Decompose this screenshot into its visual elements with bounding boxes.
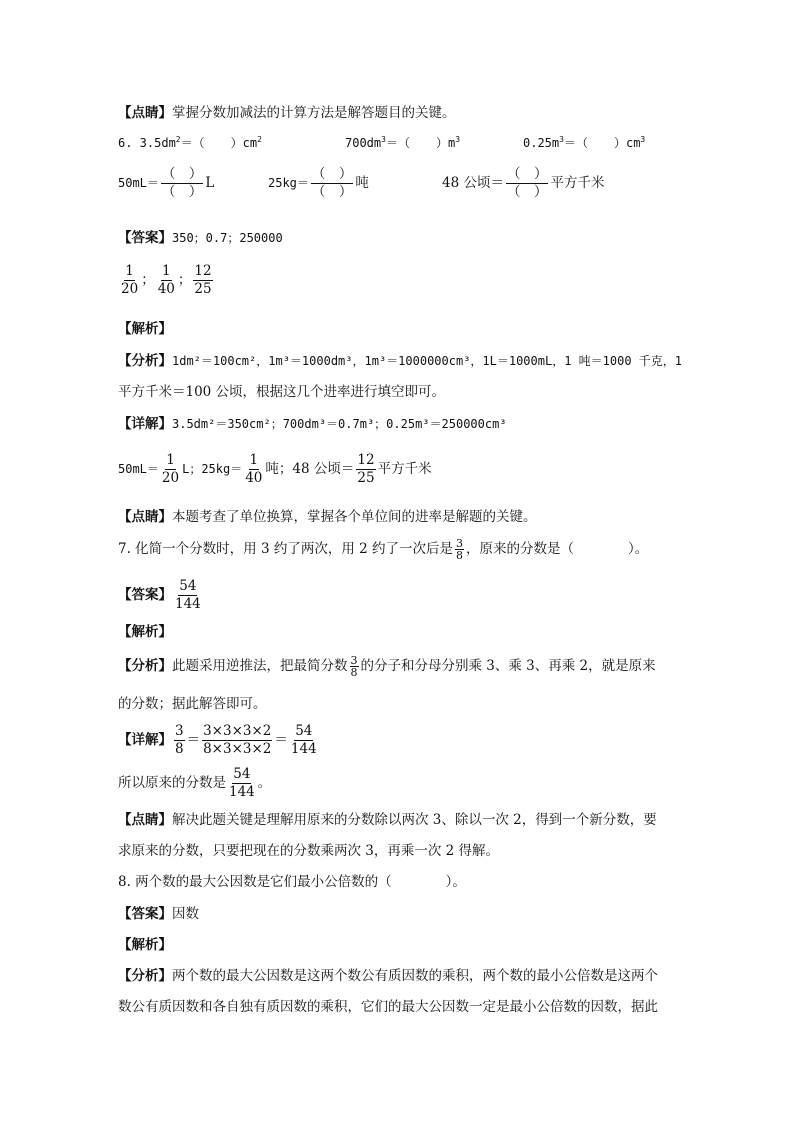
q6-ans-f2-den: 40 — [157, 281, 175, 297]
q6-fenxi-line1 — [118, 351, 682, 371]
q6-x2-a: 50mL＝ — [118, 462, 159, 476]
q6-item-4 — [118, 166, 214, 201]
q6-b2-den: （ ） — [311, 184, 353, 200]
tag-dianjing: 【点睛】 — [118, 509, 172, 525]
q6-dianjing — [118, 507, 537, 527]
tag-fenxi: 【分析】 — [118, 968, 172, 984]
q6-x2-frac-1 — [161, 452, 180, 487]
tag-dianjing: 【点睛】 — [118, 105, 172, 121]
q6-item-6 — [442, 166, 604, 201]
q6-a3-eq: ＝（ — [563, 136, 588, 150]
q7-x-frac-3 — [290, 723, 318, 758]
q6-b2-pre: 25kg＝ — [268, 176, 309, 190]
sep: ； — [141, 272, 155, 288]
q8-fenxi-line2: 数公有质因数和各自独有质因数的乘积，它们的最大公因数一定是最小公倍数的因数，据此 — [118, 999, 658, 1015]
q6-b3-pre: 48 公顷＝ — [442, 175, 504, 191]
q6-b3-fraction[interactable] — [506, 166, 549, 201]
q6-b3-unit: 平方千米 — [550, 175, 605, 191]
q7-fenxi-fraction — [350, 655, 359, 678]
q6-x2-f1-den: 20 — [161, 470, 180, 486]
q6-ans-frac-3 — [193, 263, 212, 298]
q6-a2-pre: 700dm — [345, 136, 382, 150]
q6-a2-eq: ＝（ — [385, 136, 410, 150]
q7-x-f1-num: 3 — [175, 723, 184, 739]
q7-suoyi-fraction — [228, 766, 256, 801]
q6-x2-f3-num: 12 — [357, 452, 375, 468]
sep: ； — [177, 272, 192, 288]
q7-ans-den: 144 — [175, 596, 201, 612]
q6-item-5 — [268, 166, 369, 201]
q6-b1-num: （ ） — [161, 166, 203, 182]
tag-answer: 【答案】 — [118, 587, 172, 603]
tag-fenxi: 【分析】 — [118, 353, 172, 369]
q6-x2-d: 平方千米 — [377, 461, 432, 477]
q6-dianjing-text: 本题考查了单位换算，掌握各个单位间的进率是解题的关键。 — [172, 509, 537, 525]
q6-item-3 — [523, 134, 645, 151]
q7-dianjing-line2: 求原来的分数，只要把现在的分数乘两次 3，再乘一次 2 得解。 — [118, 843, 500, 859]
q7-fenxi-line2: 的分数；据此解答即可。 — [118, 696, 267, 712]
q7-stem-f-den: 8 — [456, 549, 464, 562]
q7-fenxi-f-num: 3 — [350, 654, 358, 667]
q6-answer-fractions — [118, 263, 215, 298]
q7-x-f3-num: 54 — [295, 723, 313, 739]
q7-suoyi-num: 54 — [233, 766, 251, 782]
dianjing-text: 掌握分数加减法的计算方法是解答题目的关键。 — [172, 105, 456, 121]
q6-ans-f3-num: 12 — [194, 263, 212, 279]
q6-x2-frac-2 — [244, 452, 263, 487]
q6-item-1 — [118, 134, 262, 151]
q6-b2-unit: 吨 — [355, 175, 369, 191]
q7-answer — [118, 578, 204, 613]
q6-x2-b: L；25kg＝ — [182, 462, 243, 476]
q7-stem-fraction — [455, 538, 464, 561]
q6-answer-text: 350；0.7；250000 — [172, 231, 283, 245]
q6-b3-den: （ ） — [506, 184, 548, 200]
q6-b1-den: （ ） — [161, 184, 203, 200]
q6-a1-unit-sup: 2 — [257, 135, 262, 144]
q6-x2-c: 吨；48 公顷＝ — [265, 461, 355, 477]
q7-fenxi-a: 此题采用逆推法，把最简分数 — [172, 658, 348, 674]
q6-xiangjie-line2 — [118, 452, 432, 487]
q7-suoyi — [118, 766, 271, 801]
tag-answer: 【答案】 — [118, 230, 172, 246]
q7-x-f1-den: 8 — [175, 741, 184, 757]
q7-suoyi-a: 所以原来的分数是 — [118, 775, 226, 791]
q6-a2-unit-sup: 3 — [455, 135, 461, 144]
q6-jiexi: 【解析】 — [118, 321, 172, 337]
q6-x2-f1-num: 1 — [166, 452, 175, 468]
q7-x-frac-1 — [174, 723, 185, 758]
q7-fenxi-f-den: 8 — [350, 666, 358, 679]
q7-answer-fraction — [174, 578, 202, 613]
q6-a1-sup: 2 — [175, 135, 181, 144]
tag-fenxi: 【分析】 — [118, 658, 172, 674]
q6-b1-pre: 50mL＝ — [118, 176, 159, 190]
tag-answer: 【答案】 — [118, 906, 172, 922]
q7-fenxi-b: 的分子和分母分别乘 3、乘 3、再乘 2，就是原来 — [360, 658, 656, 674]
q6-a3-sup: 3 — [559, 135, 564, 144]
q6-a1-eq: ＝（ — [180, 136, 205, 150]
q6-fenxi-text1: 1dm²＝100cm²，1m³＝1000dm³，1m³＝1000000cm³，1L＝1000mL，1 吨＝1000 千克，1 — [172, 354, 683, 368]
q7-x-f3-den: 144 — [290, 741, 317, 757]
tag-xiangjie: 【详解】 — [118, 732, 172, 748]
q7-eq1: ＝ — [186, 732, 201, 748]
q8-answer-text: 因数 — [172, 906, 199, 922]
q6-b3-num: （ ） — [506, 166, 548, 182]
q6-b1-unit: L — [205, 175, 215, 191]
q7-suoyi-den: 144 — [229, 784, 255, 800]
q6-a3-unit-sup: 3 — [640, 135, 646, 144]
q6-item-2 — [345, 134, 460, 151]
q8-fenxi-line1 — [118, 966, 658, 986]
q6-x2-f3-den: 25 — [357, 470, 375, 486]
tag-dianjing: 【点睛】 — [118, 812, 172, 828]
q6-x2-frac-3 — [356, 452, 375, 487]
q6-x2-f2-den: 40 — [245, 470, 263, 486]
q6-a3-close: ）cm — [613, 136, 641, 150]
dianjing-p1 — [118, 103, 456, 123]
q6-xiangjie-text1: 3.5dm²＝350cm²；700dm³＝0.7m³；0.25m³＝250000cm³ — [172, 417, 507, 431]
q6-ans-frac-1 — [120, 263, 139, 298]
q6-fenxi-line2: 平方千米＝100 公顷，根据这几个进率进行填空即可。 — [118, 384, 446, 400]
q6-a1-close: ）cm — [230, 136, 258, 150]
q6-ans-frac-2 — [157, 263, 176, 298]
q8-jiexi: 【解析】 — [118, 937, 172, 953]
q6-ans-f1-den: 20 — [121, 281, 139, 297]
q6-a1-pre: 6. 3.5dm — [118, 136, 176, 150]
q7-suoyi-b: 。 — [257, 775, 272, 791]
q6-answer — [118, 228, 283, 248]
q8-fenxi-text1: 两个数的最大公因数是这两个数公有质因数的乘积，两个数的最小公倍数是这两个 — [172, 968, 658, 984]
q6-ans-f2-num: 1 — [161, 263, 171, 279]
q7-dianjing-line1 — [118, 810, 657, 830]
q6-b1-fraction[interactable] — [161, 166, 204, 201]
q6-ans-f1-num: 1 — [125, 263, 134, 279]
q7-jiexi: 【解析】 — [118, 624, 172, 640]
q6-a2-close: ）m — [435, 136, 456, 150]
q7-eq2: ＝ — [274, 732, 288, 748]
q7-stem-f-num: 3 — [456, 537, 464, 550]
q8-answer — [118, 904, 199, 924]
q6-b2-fraction[interactable] — [311, 166, 354, 201]
q7-x-f2-den: 8×3×3×2 — [203, 741, 272, 757]
q6-ans-f3-den: 25 — [194, 281, 212, 297]
q7-stem — [118, 537, 648, 561]
q7-stem-a: 7. 化简一个分数时，用 3 约了两次，用 2 约了一次后是 — [118, 541, 454, 557]
q7-dianjing-text1: 解决此题关键是理解用原来的分数除以两次 3、除以一次 2，得到一个新分数，要 — [172, 812, 657, 828]
q7-fenxi-line1 — [118, 654, 656, 678]
q6-a3-pre: 0.25m — [523, 136, 560, 150]
q7-ans-num: 54 — [179, 578, 197, 594]
q8-stem: 8. 两个数的最大公因数是它们最小公倍数的（ ）。 — [118, 874, 466, 890]
q6-xiangjie-line1 — [118, 414, 507, 434]
q7-x-frac-2 — [202, 723, 272, 758]
q6-a2-sup: 3 — [381, 135, 386, 144]
q6-b2-num: （ ） — [311, 166, 353, 182]
q7-x-f2-num: 3×3×3×2 — [203, 723, 272, 739]
q6-x2-f2-num: 1 — [249, 452, 259, 468]
tag-xiangjie: 【详解】 — [118, 416, 172, 432]
q7-xiangjie — [118, 723, 320, 758]
q7-stem-b: ，原来的分数是（ ）。 — [466, 541, 649, 557]
